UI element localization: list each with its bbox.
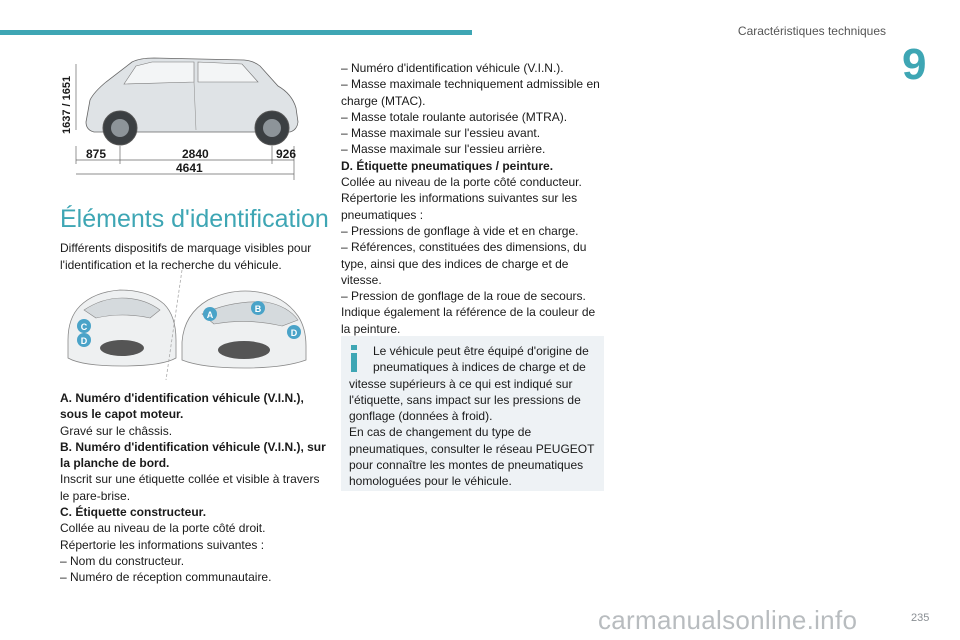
page-number: 235: [911, 612, 930, 624]
info-icon: [350, 345, 358, 372]
list-item: – Pressions de gonflage à vide et en charge.: [341, 223, 579, 238]
info-box-lead: Le véhicule peut être équipé d'origine de pneumatiques à indices de charge et de: [373, 344, 589, 375]
section-title: Éléments d'identification: [60, 205, 329, 233]
list-item: – Masse maximale sur l'essieu avant.: [341, 126, 541, 141]
badge-d-rear: [287, 325, 301, 339]
list-item: – Masse maximale techniquement admissible en charge (MTAC).: [341, 77, 600, 108]
info-box-continuation: vitesse supérieurs à ce qui est indiqué sur l'étiquette, sans impact sur les pressions de gonflage (données à froid).: [349, 376, 581, 424]
list-item: – Pression de gonflage de la roue de secours.: [341, 289, 586, 304]
para-b-title: B. Numéro d'identification véhicule (V.I.N.), sur la planche de bord.: [60, 439, 326, 471]
badge-a: [203, 307, 217, 321]
right-column-text: [341, 60, 606, 337]
dim-front-overhang: 875: [86, 147, 107, 161]
dim-wheelbase: 2840: [182, 147, 209, 161]
dim-rear-overhang: 926: [276, 147, 297, 161]
para-d-paint-note: Indique également la référence de la couleur de la peinture.: [341, 305, 596, 336]
para-a-body: Gravé sur le châssis.: [60, 423, 173, 438]
chapter-number: 9: [902, 40, 927, 89]
left-column-text: [60, 390, 332, 586]
intro-paragraph: Différents dispositifs de marquage visibles pour l'identification et la recherche du véhicule.: [60, 241, 312, 272]
list-item: – Numéro d'identification véhicule (V.I.N.).: [341, 61, 564, 75]
svg-text:D: D: [80, 336, 88, 346]
para-c-body: Collée au niveau de la porte côté droit.: [60, 521, 266, 536]
car-side-dimensions-illustration: [54, 52, 314, 182]
svg-text:D: D: [290, 328, 298, 338]
list-item: – Nom du constructeur.: [60, 553, 185, 568]
para-d-title: D. Étiquette pneumatiques / peinture.: [341, 158, 554, 173]
list-item: – Masse totale roulante autorisée (MTRA).: [341, 109, 568, 124]
list-item: – Numéro de réception communautaire.: [60, 570, 272, 585]
header-accent-bar: [0, 30, 472, 35]
badge-b: [251, 301, 265, 315]
list-item: – Masse maximale sur l'essieu arrière.: [341, 142, 546, 157]
info-box-second-paragraph: En cas de changement du type de pneumatiques, consulter le réseau PEUGEOT pour connaître les montes de pneumatiques homologuées pour le véhicule.: [349, 425, 595, 489]
svg-text:C: C: [80, 322, 88, 332]
info-box: [341, 336, 604, 491]
dim-length: 4641: [176, 161, 203, 175]
para-c-title: C. Étiquette constructeur.: [60, 505, 207, 520]
identification-locations-illustration: [62, 270, 312, 380]
header-section-title: Caractéristiques techniques: [737, 24, 886, 38]
watermark: carmanualsonline.info: [598, 605, 858, 635]
list-item: – Références, constituées des dimensions, du type, ainsi que des indices de charge et de vitesse.: [341, 240, 587, 287]
badge-d-front: [77, 333, 91, 347]
dim-height-label: 1637 / 1651: [61, 75, 73, 134]
para-a-title: A. Numéro d'identification véhicule (V.I.N.), sous le capot moteur.: [60, 391, 304, 422]
badge-c: [77, 319, 91, 333]
para-d-list-intro: Répertorie les informations suivantes sur les pneumatiques :: [341, 191, 578, 222]
svg-text:B: B: [254, 304, 262, 314]
para-b-body: Inscrit sur une étiquette collée et visible à travers le pare-brise.: [60, 472, 320, 503]
svg-text:A: A: [206, 310, 214, 320]
para-d-body: Collée au niveau de la porte côté conducteur.: [341, 175, 582, 190]
para-c-list-intro: Répertorie les informations suivantes :: [60, 537, 265, 552]
